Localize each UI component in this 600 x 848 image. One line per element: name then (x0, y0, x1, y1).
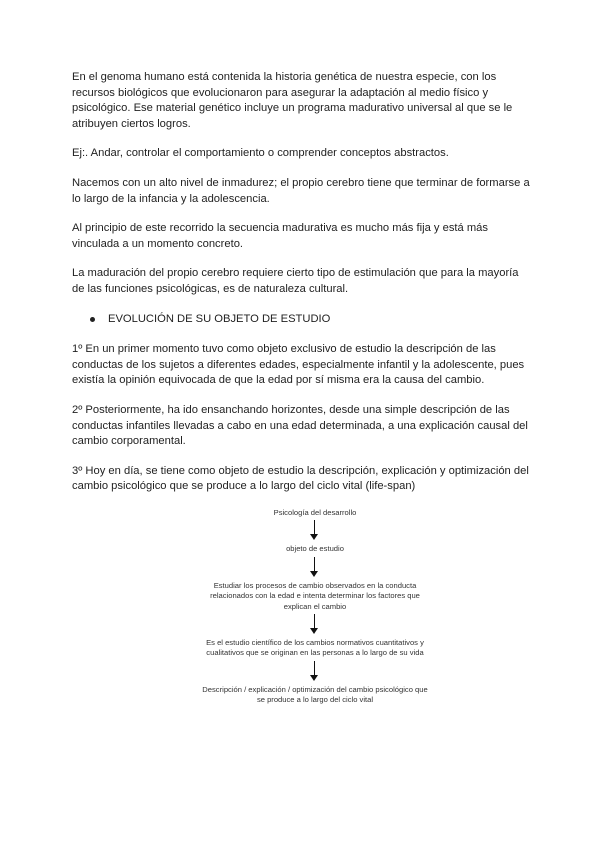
down-arrow-icon (309, 557, 321, 579)
paragraph-genoma: En el genoma humano está contenida la historia genética de nuestra especie, con los recursos biológicos que evolucionaron para asegurar la adaptación al medio físico y psicológico. Ese material genético incluye un programa madurativo universal al que se le atribuyen ciertos logros. (72, 71, 513, 130)
stage-3: 3º Hoy en día, se tiene como objeto de estudio la descripción, explicación y optimización del cambio psicológico que se produce a lo largo del ciclo vital (life-span) (72, 464, 529, 493)
diagram-node-1: Psicología del desarrollo (273, 508, 357, 517)
stage-2: 2º Posteriormente, ha ido ensanchando horizontes, desde una simple descripción de las conductas infantiles llevadas a cabo en una edad determinada, a una explicación causal del cambio corporamental. (72, 403, 528, 448)
down-arrow-icon (309, 614, 321, 636)
bullet-dot-icon (90, 317, 95, 322)
diagram-node-5: Descripción / explicación / optimización del cambio psicológico que se produce a lo largo del ciclo vital (202, 684, 428, 705)
paragraph-maduracion: La maduración del propio cerebro requiere cierto tipo de estimulación que para la mayoría de las funciones psicológicas, es de naturaleza cultural. (72, 267, 519, 295)
diagram-node-2: objeto de estudio (286, 544, 344, 554)
section-heading: EVOLUCIÓN DE SU OBJETO DE ESTUDIO (108, 312, 331, 325)
paragraph-secuencia: Al principio de este recorrido la secuencia madurativa es mucho más fija y está más vinculada a un momento concreto. (72, 222, 488, 250)
section-bullet (72, 312, 534, 328)
flow-diagram (200, 508, 430, 706)
paragraph-ejemplo: Ej:. Andar, controlar el comportamiento o comprender conceptos abstractos. (72, 147, 449, 160)
down-arrow-icon (309, 661, 321, 683)
document-body (72, 70, 534, 509)
down-arrow-icon (309, 520, 321, 542)
stage-1: 1º En un primer momento tuvo como objeto exclusivo de estudio la descripción de las conductas de los sujetos a diferentes edades, especialmente infantil y la adolescente, pues existía la opinión equivocada de que la edad por sí misma era la causa del cambio. (72, 343, 525, 387)
paragraph-inmadurez: Nacemos con un alto nivel de inmadurez; el propio cerebro tiene que terminar de formarse a lo largo de la infancia y la adolescencia. (72, 176, 530, 205)
diagram-node-4: Es el estudio científico de los cambios normativos cuantitativos y cualitativos que se originan en las personas a lo largo de su vida (206, 638, 424, 658)
diagram-node-3: Estudiar los procesos de cambio observados en la conducta relacionados con la edad e intenta determinar los factores que explican el cambio (210, 580, 420, 611)
